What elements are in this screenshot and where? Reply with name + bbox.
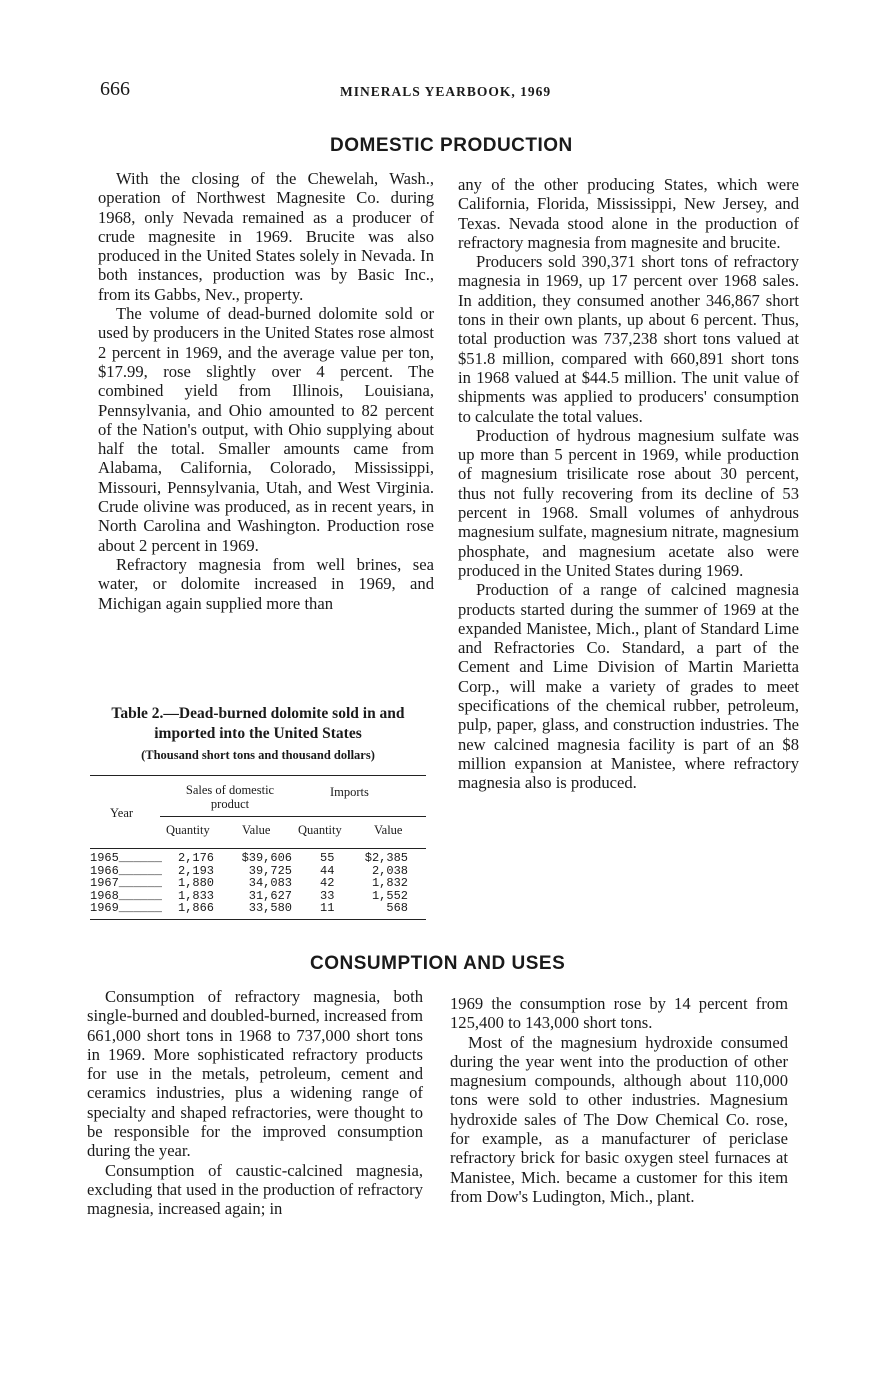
paragraph: Consumption of refractory magnesia, both single-burned and doubled-burned, increased from 661,000 short tons in 1968 to 737,000 short tons in 1969. More sophisticated refractory products for use in the metals, petroleum, cement and ceramics industries, plus a widening range of specialty and shaped refractories, were thought to be responsible for the improved consumption during the year. [87, 987, 423, 1161]
sales-value-cell: 39,725 [248, 863, 292, 878]
imports-quantity-cell: 42 [320, 876, 335, 890]
table-row [90, 877, 426, 890]
year-cell: 1966______ [90, 863, 163, 878]
table-subtitle: (Thousand short tons and thousand dollars) [141, 748, 375, 762]
imports-value-cell: 2,038 [371, 863, 408, 878]
page-number: 666 [100, 78, 130, 100]
table-body [90, 849, 426, 919]
sales-value-cell: 33,580 [248, 901, 292, 915]
col-header-year: Year [110, 806, 134, 820]
running-title: MINERALS YEARBOOK, 1969 [340, 84, 552, 99]
table-title: Table 2.—Dead-burned dolomite sold in and imported into the United States [111, 705, 405, 742]
imports-value-cell: 1,832 [371, 876, 408, 890]
data-table [90, 775, 426, 920]
group-header-sales: Sales of domestic product [185, 783, 275, 811]
sales-quantity-cell: 1,880 [178, 876, 215, 890]
col-header-imports-quantity: Quantity [298, 823, 342, 837]
paragraph: Producers sold 390,371 short tons of refractory magnesia in 1969, up 17 percent over 1968 sales. In addition, they consumed another 346,867 short tons in their own plants, up about 6 percent. Thus, total production was 737,238 short tons valued at $51.8 million, compared with 660,891 short tons in 1968 valued at $44.5 million. The unit value of shipments was applied to producers' consumption to calculate the total values. [458, 252, 799, 426]
col-header-sales-quantity: Quantity [166, 823, 210, 837]
sales-quantity-cell: 1,866 [178, 901, 215, 915]
section-title-domestic-production: DOMESTIC PRODUCTION [330, 135, 573, 156]
paragraph: 1969 the consumption rose by 14 percent from 125,400 to 143,000 short tons. [450, 994, 788, 1033]
sales-quantity-cell: 1,833 [178, 888, 215, 903]
year-cell: 1968______ [90, 888, 163, 903]
imports-value-cell: 568 [386, 901, 408, 915]
year-cell: 1965______ [90, 851, 163, 865]
imports-value-cell: 1,552 [371, 888, 408, 903]
consumption-right-column [450, 994, 788, 1206]
year-cell: 1967______ [90, 876, 163, 890]
sales-value-cell: 34,083 [248, 876, 292, 890]
paragraph: Refractory magnesia from well brines, sea water, or dolomite increased in 1969, and Michigan again supplied more than [98, 554, 434, 613]
paragraph: With the closing of the Chewelah, Wash., operation of Northwest Magnesite Co. during 1968, only Nevada remained as a producer of crude magnesite in 1969. Brucite was also produced in the United States solely in Nevada. In both instances, production was by Basic Inc., from its Gabbs, Nev., property. [98, 169, 434, 304]
imports-quantity-cell: 11 [320, 901, 335, 915]
sales-value-cell: 31,627 [248, 888, 292, 903]
paragraph: Production of hydrous magnesium sulfate was up more than 5 percent in 1969, while production of magnesium trisilicate rose about 30 percent, thus not fully recovering from its decline of 53 percent in 1968. Small volumes of anhydrous magnesium sulfate, magnesium nitrate, magnesium phosphate, and magnesium acetate also were produced in the United States during 1969. [458, 425, 800, 580]
imports-quantity-cell: 55 [320, 851, 335, 865]
table-row [90, 852, 426, 865]
header-divider [160, 816, 426, 817]
group-header-imports: Imports [330, 785, 369, 799]
paragraph: Most of the magnesium hydroxide consumed during the year went into the production of other magnesium compounds, although about 110,000 tons were sold to other industries. Magnesium hydroxide sales of The Dow Chemical Co. rose, for example, as a manufacturer of periclase refractory brick for basic oxygen steel furnaces at Manistee, Mich. became a customer for this item from Dow's Ludington, Mich., plant. [450, 1032, 788, 1206]
imports-quantity-cell: 44 [320, 863, 335, 878]
consumption-left-column [87, 987, 423, 1219]
imports-value-cell: $2,385 [364, 851, 408, 865]
paragraph: The volume of dead-burned dolomite sold or used by producers in the United States rose almost 2 percent in 1969, and the average value per ton, $17.99, rose slightly over 4 percent. The combined yield from Illinois, Louisiana, Pennsylvania, and Ohio amounted to 82 percent of the Nation's output, with Ohio supplying about half the total. Smaller amounts came from Alabama, California, Colorado, Mississippi, Missouri, Pennsylvania, Utah, and West Virginia. Crude olivine was produced, as in recent years, in North Carolina and Washington. Production rose about 2 percent in 1969. [98, 304, 434, 555]
paragraph: Consumption of caustic-calcined magnesia, excluding that used in the production of refractory magnesia, increased again; in [87, 1160, 423, 1219]
sales-quantity-cell: 2,193 [178, 863, 215, 878]
sales-value-cell: $39,606 [241, 851, 292, 865]
domestic-production-left-column [98, 169, 434, 613]
col-header-imports-value: Value [374, 823, 403, 837]
table-row [90, 902, 426, 915]
section-title-consumption-and-uses: CONSUMPTION AND USES [310, 953, 566, 974]
table-header [90, 776, 426, 849]
paragraph: any of the other producing States, which were California, Florida, Mississippi, New Jersey, and Texas. Nevada stood alone in the production of refractory magnesia from magnesite and brucite. [458, 175, 799, 252]
paragraph: Production of a range of calcined magnesia products started during the summer of 1969 at the expanded Manistee, Mich., plant of Standard Lime and Refractories Co. Standard, a part of the Cement and Lime Division of Martin Marietta Corp., will make a variety of grades to meet specifications of the chemical rubber, petroleum, pulp, paper, glass, and construction industries. The new calcined magnesia facility is part of an $8 million expansion at Manistee, where refractory magnesia also is produced. [458, 580, 799, 793]
sales-quantity-cell: 2,176 [178, 851, 215, 865]
year-cell: 1969______ [90, 901, 163, 915]
col-header-sales-value: Value [242, 823, 271, 837]
imports-quantity-cell: 33 [320, 888, 335, 903]
domestic-production-right-column [458, 175, 799, 793]
